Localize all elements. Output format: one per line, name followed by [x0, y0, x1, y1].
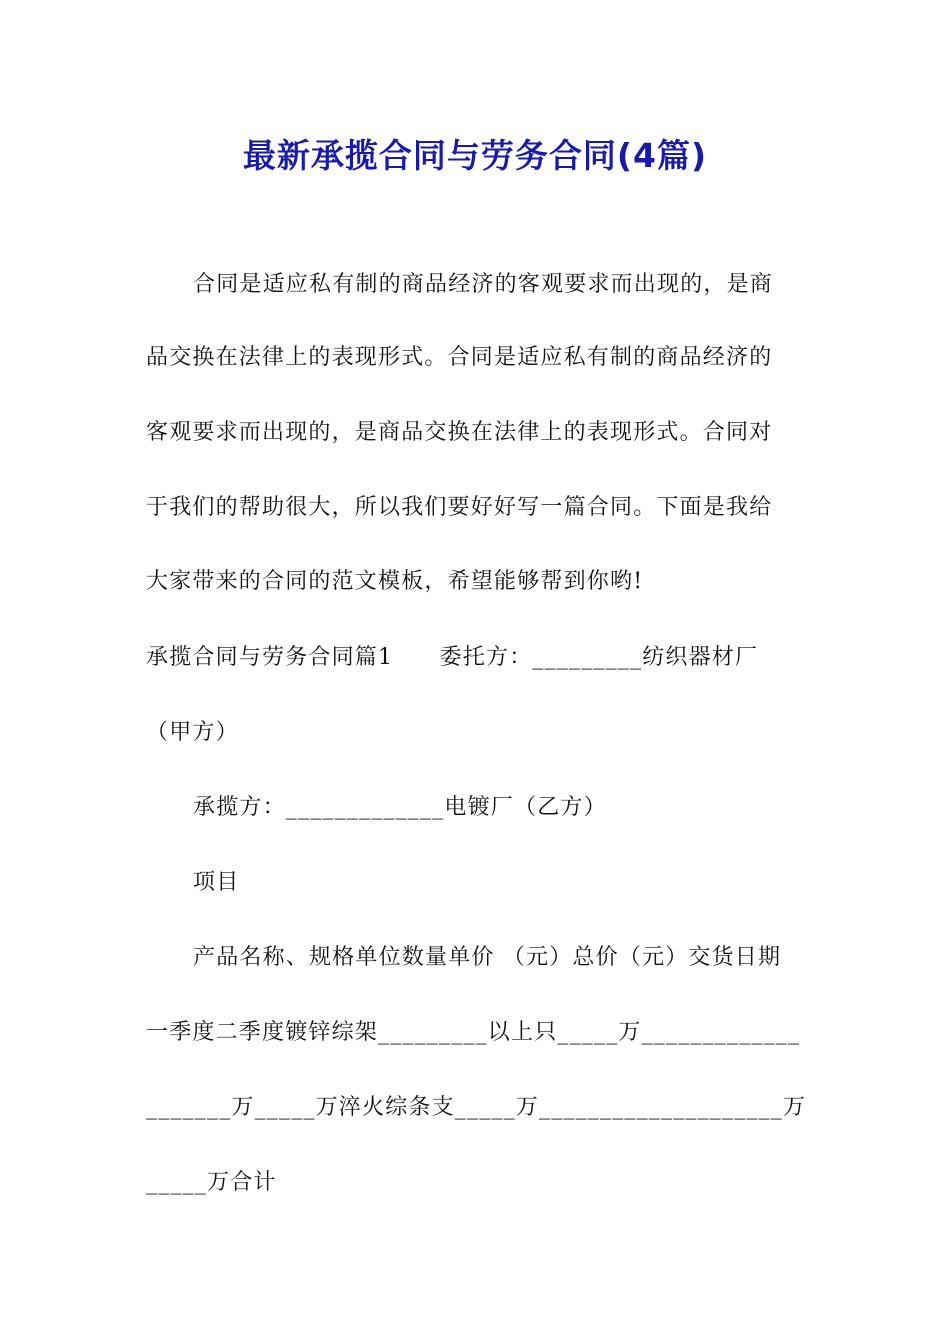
- item-line-2: _______万_____万淬火综条支_____万____________________万: [146, 1095, 807, 1120]
- intro-line-3: 客观要求而出现的，是商品交换在法律上的表现形式。合同对: [146, 420, 773, 445]
- party-a-label: （甲方）: [146, 720, 239, 745]
- intro-line-5: 大家带来的合同的范文模板，希望能够帮到你哟!: [146, 569, 644, 594]
- item-line-1: 一季度二季度镀锌综架_________以上只_____万_____________: [146, 1020, 801, 1045]
- total-line: _____万合计: [146, 1170, 277, 1195]
- intro-line-4: 于我们的帮助很大，所以我们要好好写一篇合同。下面是我给: [146, 495, 773, 520]
- contractor-line: 承揽方：_____________电镀厂（乙方）: [193, 795, 607, 820]
- project-label: 项目: [193, 870, 240, 895]
- intro-line-2: 品交换在法律上的表现形式。合同是适应私有制的商品经济的: [146, 345, 773, 370]
- contract-heading-line: 承揽合同与劳务合同篇1 委托方：_________纺织器材厂: [146, 645, 759, 670]
- intro-line-1: 合同是适应私有制的商品经济的客观要求而出现的，是商: [193, 272, 774, 297]
- table-header-line: 产品名称、规格单位数量单价 （元）总价（元）交货日期: [193, 945, 782, 970]
- document-title: 最新承揽合同与劳务合同(4篇): [242, 136, 708, 175]
